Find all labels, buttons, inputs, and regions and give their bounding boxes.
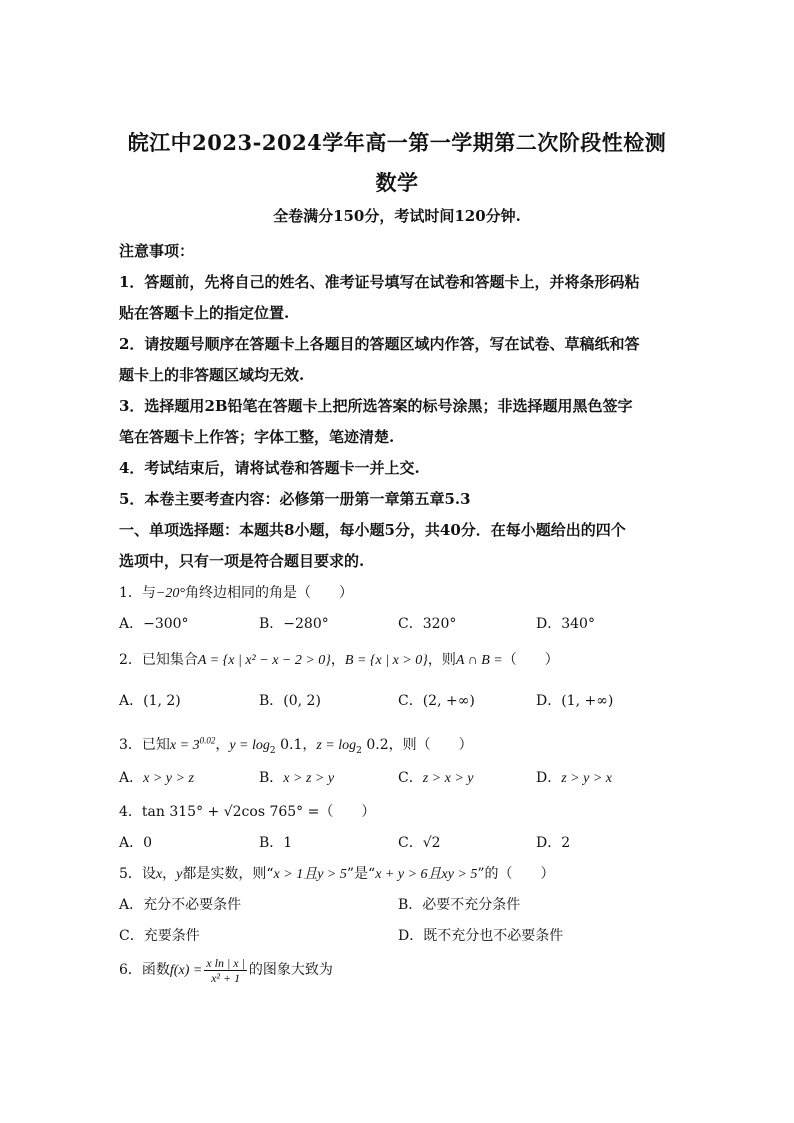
q2-option-c: C．(2, +∞) bbox=[398, 693, 475, 709]
q1-option-b: B．−280° bbox=[259, 616, 329, 632]
q3-option-b-expr: x > z > y bbox=[283, 771, 335, 786]
question-4-stem bbox=[119, 801, 679, 821]
q6-function-name: f(x) = bbox=[169, 963, 203, 978]
q1-stem-prefix: 1．与 bbox=[119, 585, 156, 601]
q3-option-b bbox=[259, 767, 334, 787]
q1-option-c: C．320° bbox=[398, 616, 457, 632]
section-heading-line-1: 一、单项选择题：本题共8小题，每小题5分，共40分．在每小题给出的四个 bbox=[119, 521, 626, 539]
q3-z-log-base: 2 bbox=[356, 745, 362, 756]
q3-sep-2: ， bbox=[302, 737, 317, 753]
q3-sep-1: ， bbox=[215, 737, 230, 753]
q3-option-b-label: B． bbox=[259, 770, 284, 786]
q5-stem-mid-1: 都是实数，则“ bbox=[182, 866, 274, 882]
q4-stem-prefix: 4． bbox=[119, 804, 142, 820]
q5-var-y: y bbox=[176, 867, 183, 882]
q6-denominator: x² + 1 bbox=[211, 970, 241, 985]
q5-condition-2: x + y > 6且xy > 5 bbox=[375, 867, 478, 882]
q3-x-exponent: 0.02 bbox=[199, 735, 216, 746]
subject-title: 数学 bbox=[375, 170, 419, 195]
q4-expr-part-2: cos 765° = bbox=[241, 804, 320, 820]
q3-stem-prefix: 3．已知 bbox=[119, 737, 170, 753]
q4-option-d: D．2 bbox=[536, 835, 571, 851]
q2-separator: ， bbox=[330, 652, 345, 668]
q4-option-a: A．0 bbox=[119, 835, 153, 851]
q3-option-c bbox=[398, 767, 474, 787]
q3-option-d-expr: z > y > x bbox=[561, 771, 613, 786]
q2-set-b: B = {x | x > 0} bbox=[344, 653, 428, 668]
q2-option-d: D．(1, +∞) bbox=[536, 693, 614, 709]
q5-stem-mid-2: ”是“ bbox=[346, 866, 376, 882]
q5-stem-suffix: ”的（ ） bbox=[477, 866, 555, 882]
q4-option-b: B．1 bbox=[259, 835, 293, 851]
q4-sqrt: √2 bbox=[223, 804, 242, 820]
q5-option-b: B．必要不充分条件 bbox=[398, 897, 521, 913]
q6-stem-prefix: 6．函数 bbox=[119, 962, 170, 978]
section-heading-line-2: 选项中，只有一项是符合题目要求的. bbox=[119, 552, 365, 570]
q3-option-a bbox=[119, 767, 194, 787]
q3-option-a-expr: x > y > z bbox=[143, 771, 194, 786]
q3-option-c-label: C． bbox=[398, 770, 423, 786]
notice-item-2-line-1: 2．请按题号顺序在答题卡上各题目的答题区域内作答，写在试卷、草稿纸和答 bbox=[119, 335, 640, 353]
q1-option-a: A．−300° bbox=[119, 616, 189, 632]
exam-info: 全卷满分150分，考试时间120分钟. bbox=[273, 207, 521, 225]
q5-condition-1: x > 1且y > 5 bbox=[273, 867, 347, 882]
notice-item-1-line-1: 1．答题前，先将自己的姓名、准考证号填写在试卷和答题卡上，并将条形码粘 bbox=[119, 273, 640, 291]
q6-stem-suffix: 的图象大致为 bbox=[248, 962, 333, 978]
q2-set-a: A = {x | x² − x − 2 > 0} bbox=[197, 653, 331, 668]
q4-option-c: C．√2 bbox=[398, 835, 441, 851]
q3-option-d-label: D． bbox=[536, 770, 562, 786]
notice-item-5: 5．本卷主要考查内容：必修第一册第一章第五章5.3 bbox=[119, 490, 471, 508]
q1-angle: −20° bbox=[155, 586, 185, 601]
question-1-stem bbox=[119, 582, 679, 602]
q6-numerator: x ln | x | bbox=[206, 955, 245, 970]
question-6-stem bbox=[119, 955, 679, 986]
q5-stem-prefix: 5．设 bbox=[119, 866, 156, 882]
q5-comma: ， bbox=[162, 866, 177, 882]
q5-var-x: x bbox=[155, 867, 163, 882]
q3-z-log: z = log bbox=[316, 738, 357, 753]
q2-stem-suffix: （ ） bbox=[502, 652, 559, 668]
q3-stem-suffix: ，则（ ） bbox=[388, 737, 473, 753]
q1-stem-suffix: 角终边相同的角是（ ） bbox=[184, 585, 353, 601]
q3-y-log-base: 2 bbox=[269, 745, 276, 756]
q3-option-a-label: A． bbox=[119, 770, 144, 786]
question-2-stem bbox=[119, 649, 679, 669]
q1-option-d: D．340° bbox=[536, 616, 595, 632]
q2-expression: A ∩ B = bbox=[455, 653, 503, 668]
q5-option-a: A．充分不必要条件 bbox=[119, 897, 242, 913]
notice-item-2-line-2: 题卡上的非答题区域均无效. bbox=[119, 366, 305, 384]
q2-option-a: A．(1, 2) bbox=[119, 693, 181, 709]
notice-heading: 注意事项： bbox=[119, 242, 195, 260]
q3-z-arg: 0.2 bbox=[361, 737, 389, 753]
q2-stem-mid: ，则 bbox=[427, 652, 456, 668]
q2-option-b: B．(0, 2) bbox=[259, 693, 321, 709]
q3-option-d bbox=[536, 767, 612, 787]
q2-stem-prefix: 2．已知集合 bbox=[119, 652, 198, 668]
q3-y-arg: 0.1 bbox=[275, 737, 303, 753]
notice-item-1-line-2: 贴在答题卡上的指定位置. bbox=[119, 304, 290, 322]
q6-fraction bbox=[204, 956, 247, 985]
q3-option-c-expr: z > x > y bbox=[422, 771, 474, 786]
q3-y-log: y = log bbox=[229, 738, 270, 753]
exam-title: 皖江中2023-2024学年高一第一学期第二次阶段性检测 bbox=[127, 130, 667, 155]
q4-expr-part-1: tan 315° + bbox=[141, 804, 224, 820]
q5-option-d: D．既不充分也不必要条件 bbox=[398, 928, 564, 944]
q5-option-c: C．充要条件 bbox=[119, 928, 200, 944]
notice-item-4: 4．考试结束后，请将试卷和答题卡一并上交. bbox=[119, 459, 420, 477]
q4-stem-suffix: （ ） bbox=[319, 804, 376, 820]
notice-item-3-line-2: 笔在答题卡上作答；字体工整，笔迹清楚. bbox=[119, 428, 395, 446]
q3-x-base: x = 3 bbox=[169, 738, 200, 753]
notice-item-3-line-1: 3．选择题用2B铅笔在答题卡上把所选答案的标号涂黑；非选择题用黑色签字 bbox=[119, 397, 633, 415]
question-5-stem bbox=[119, 863, 679, 883]
question-3-stem bbox=[119, 734, 679, 756]
